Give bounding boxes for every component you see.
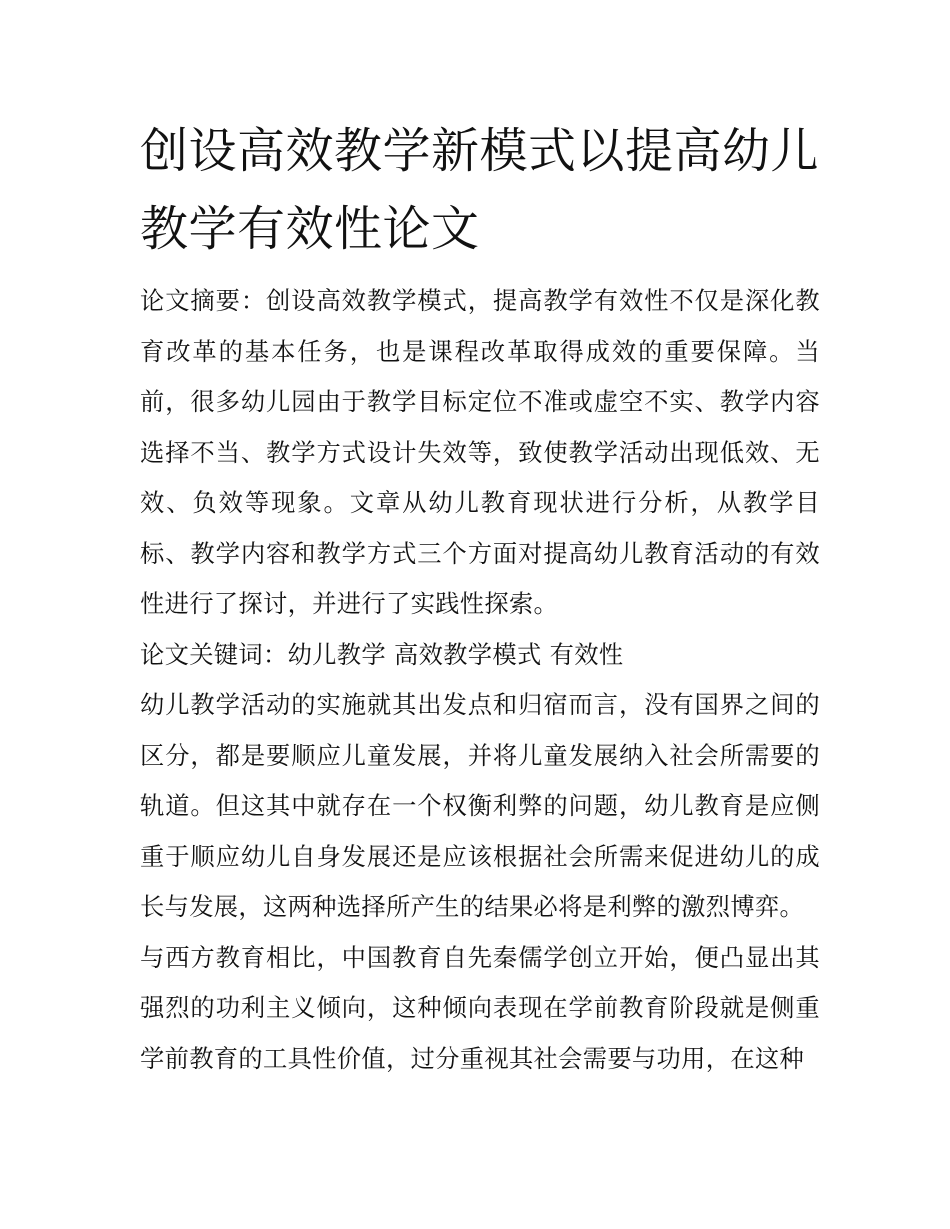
document-title: 创设高效教学新模式以提高幼儿教学有效性论文 xyxy=(140,123,820,257)
document-body xyxy=(140,276,820,1084)
keywords-line: 论文关键词：幼儿教学 高效教学模式 有效性 xyxy=(140,639,624,669)
body-paragraph: 幼儿教学活动的实施就其出发点和归宿而言，没有国界之间的区分，都是要顺应儿童发展，并将儿童发展纳入社会所需要的轨道。但这其中就存在一个权衡利弊的问题，幼儿教育是应侧重于顺应幼儿自身发展还是应该根据社会所需来促进幼儿的成长与发展，这两种选择所产生的结果必将是利弊的激烈博弈。 xyxy=(140,690,820,921)
abstract-paragraph: 论文摘要：创设高效教学模式，提高教学有效性不仅是深化教育改革的基本任务，也是课程改革取得成效的重要保障。当前，很多幼儿园由于教学目标定位不准或虚空不实、教学内容选择不当、教学方式设计失效等，致使教学活动出现低效、无效、负效等现象。文章从幼儿教育现状进行分析，从教学目标、教学内容和教学方式三个方面对提高幼儿教育活动的有效性进行了探讨，并进行了实践性探索。 xyxy=(140,286,820,618)
body-paragraph: 与西方教育相比，中国教育自先秦儒学创立开始，便凸显出其强烈的功利主义倾向，这种倾向表现在学前教育阶段就是侧重学前教育的工具性价值，过分重视其社会需要与功用，在这种 xyxy=(140,942,820,1073)
